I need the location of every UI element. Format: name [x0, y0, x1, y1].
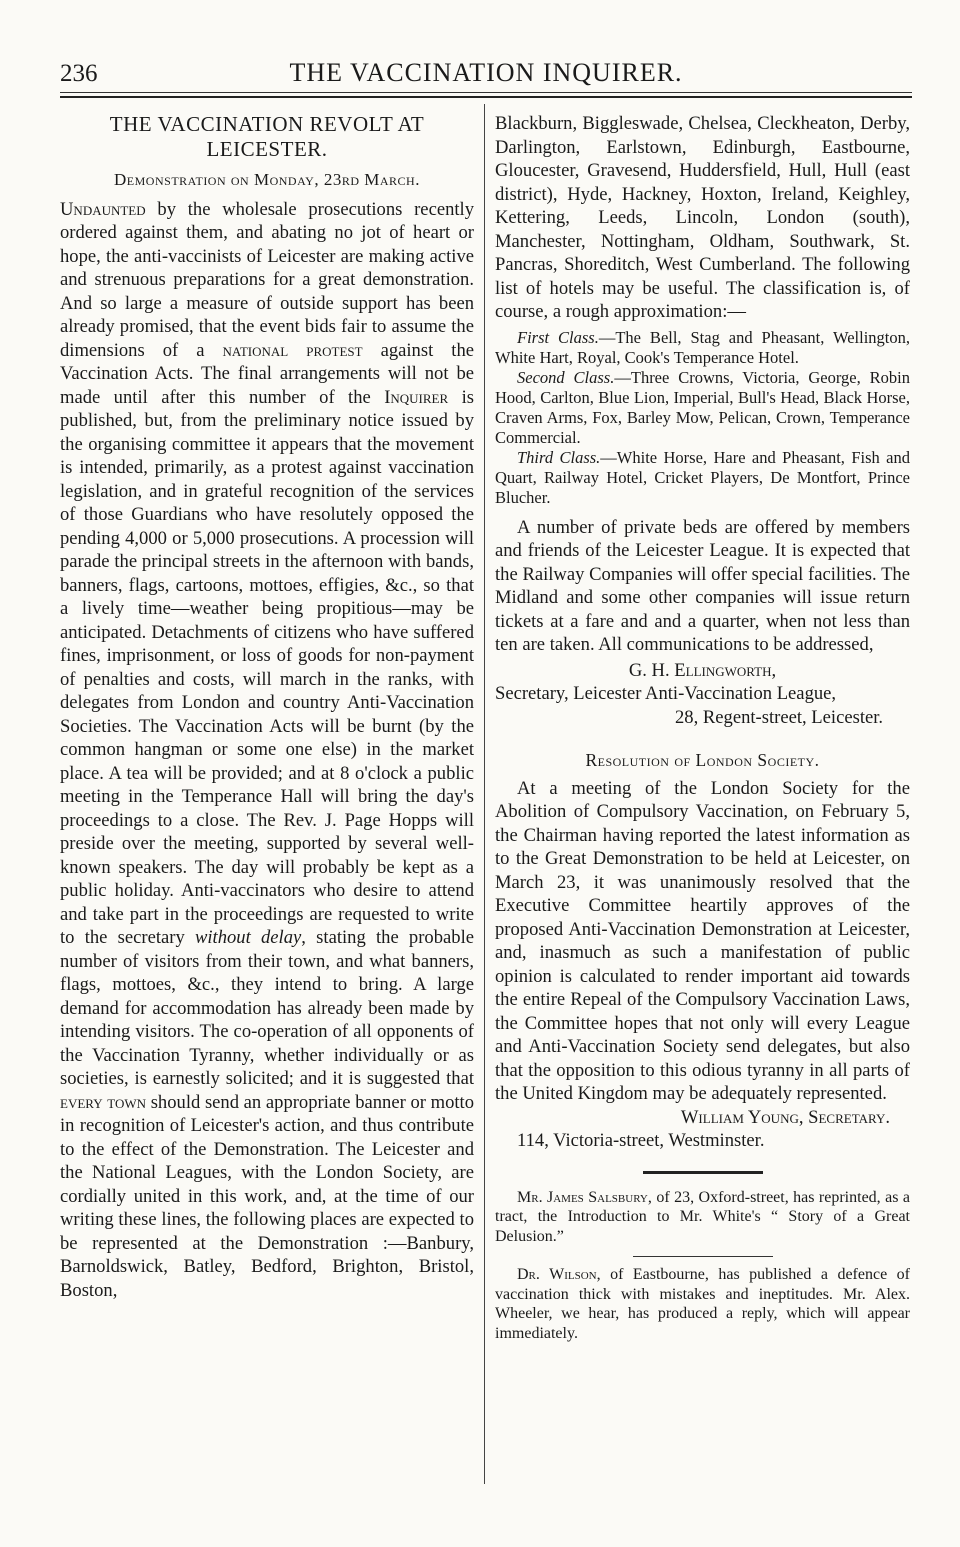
article-title — [60, 112, 474, 162]
notice-lead: Mr. James Salsbury, — [517, 1188, 652, 1206]
hotel-class-third — [495, 448, 910, 508]
hotel-list — [495, 328, 910, 508]
inquirer-name: Inquirer — [384, 386, 449, 408]
hotel-class-label: Second Class. — [517, 367, 615, 387]
notice-separator — [633, 1256, 773, 1257]
text-run: should send an appropriate banner or motto in recognition of Leicester's action, and thus contribute to the effect of the Demonstration. The Leicester and the National Leagues, with the London Society, are cordially united in this work, and, at the time of our writing these lines, the following places are expected to be represented at the Demonstration :—Banbury, Barnoldswick, Batley, Bedford, Brighton, Bristol, Boston, — [60, 1091, 475, 1301]
notice-wilson — [495, 1265, 910, 1343]
article-title-line2: LEICESTER. — [206, 137, 328, 161]
without-delay: without delay — [194, 927, 302, 948]
notice-text: of 23, Oxford-street, has reprinted, as a tract, the Introduction to Mr. White's “ Story of a Great Delusion.” — [495, 1188, 910, 1245]
every-town: every town — [60, 1091, 147, 1113]
page-header — [60, 56, 912, 96]
text-run: is published, but, from the preliminary notice issued by the organising committee it appears that the movement is intended, primarily, as a protest against vaccination legislation, and in grateful recognition of the services of those Guardians who have resolutely opposed the pending 4,000 or 5,000 prosecutions. A procession will parade the principal streets in the afternoon with bands, banners, flags, cartoons, mottoes, effigies, &c., so that a lively time—weather being propitious—may be anticipated. Detachments of citizens who have suffered fines, imprisonment, or loss of goods for non-payment of penalties and costs, will march in the ranks, with delegates from London and country Anti-Vaccination Societies. The Vaccination Acts will be burnt (by the common hangman or some one else) in the market place. A tea will be provided; and at 8 o'clock a public meeting in the Temperance Hall will bring the day's proceedings to a close. The Rev. J. Page Hopps will preside over the meeting, supported by several well-known speakers. The day will probably be kept as a public holiday. Anti-vaccinators who desire to attend and take part in the proceedings are requested to write to the secretary — [60, 386, 474, 948]
signature-address: 28, Regent-street, Leicester. — [675, 706, 884, 728]
header-rule-double — [60, 96, 912, 98]
page-number: 236 — [60, 60, 98, 87]
article-subtitle: Demonstration on Monday, 23rd March. — [114, 170, 420, 189]
resolution-title: Resolution of London Society. — [585, 750, 820, 770]
notice-lead: Dr. Wilson, — [517, 1266, 601, 1283]
notice-salsbury — [495, 1188, 910, 1247]
resolution-signature: William Young, Secretary. — [680, 1106, 890, 1128]
column-divider — [484, 104, 485, 1484]
section-separator — [643, 1171, 763, 1174]
resolution-address: 114, Victoria-street, Westminster. — [517, 1130, 765, 1151]
national-protest: national protest — [222, 339, 363, 361]
hotel-class-label: First Class. — [517, 327, 599, 347]
article-paragraph-2: A number of private beds are offered by members and friends of the Leicester League. It is expected that the Railway Companies will offer special facilities. The Midland and some other companies will issue return tickets at a fare and and a quarter, when not less than ten are taken. All communications to be addressed, — [495, 516, 910, 655]
resolution-body: At a meeting of the London Society for the Abolition of Compulsory Vaccination, on February 5, the Chairman having reported the latest information as to the Great Demonstration to be held at Leicester, on March 23, it was unanimously resolved that the Executive Committee heartily approves of the proposed Anti-Vaccination Demonstration at Leicester, and, inasmuch as such a manifestation of public opinion is calculated to render important aid towards the entire Repeal of the Compulsory Vaccination Laws, the Committee hopes that not only will every League and Anti-Vaccination Society send delegates, but also that the opposition to this odious tyranny in all parts of the United Kingdom may be adequately represented. — [495, 777, 910, 1104]
hotel-class-text: —Three Crowns, Victoria, George, Robin Hood, Carlton, Blue Lion, Imperial, Bull's Head, Black Horse, Craven Arms, Fox, Barley Mow, Pelican, Crown, Temperance Commercial. — [495, 367, 910, 447]
notice-text: of Eastbourne, has published a defence of vaccination thick with mistakes and ineptitudes. Mr. Alex. Wheeler, we hear, has produced a reply, which will appear immediately. — [495, 1266, 910, 1342]
running-title: THE VACCINATION INQUIRER. — [289, 58, 683, 87]
text-run: against the Vaccination Acts. The final arrangements will not be made until after this number of the — [60, 339, 474, 408]
hotel-class-text: —White Horse, Hare and Pheasant, Fish and Quart, Railway Hotel, Cricket Players, De Montfort, Prince Blucher. — [495, 447, 910, 507]
text-run: by the wholesale prosecutions recently ordered against them, and abating no jot of heart or hope, the anti-vaccinists of Leicester are making active and strenuous preparations for a great demonstration. And so large a measure of outside support has been already promised, that the event bids fair to assume the dimensions of a — [60, 198, 474, 361]
lead-word: Undaunted — [60, 198, 146, 220]
hotel-class-label: Third Class. — [517, 447, 601, 467]
hotel-class-text: —The Bell, Stag and Pheasant, Wellington, White Hart, Royal, Cook's Temperance Hotel. — [495, 327, 910, 367]
signature-name: G. H. Ellingworth, — [628, 659, 777, 681]
signature-role: Secretary, Leicester Anti-Vaccination League, — [495, 683, 837, 704]
article-paragraph-1-continued: Blackburn, Biggleswade, Chelsea, Cleckheaton, Derby, Darlington, Earlstown, Edinburgh, Eastbourne, Gloucester, Gravesend, Huddersfield, Hull, Hull (east district), Hyde, Hackney, Hoxton, Ireland, Keighley, Kettering, Leeds, Lincoln, London (south), Manchester, Nottingham, Oldham, Southwark, St. Pancras, Shoreditch, West Cumberland. The following list of hotels may be useful. The classification is, of course, a rough approximation:— — [495, 113, 910, 322]
article-title-line1: THE VACCINATION REVOLT AT — [109, 112, 425, 136]
right-column — [495, 112, 910, 1343]
left-column — [60, 112, 474, 1302]
text-run: , stating the probable number of visitors from their town, and what banners, flags, mottoes, &c., they intend to bring. A large demand for accommodation has already been made by intending visitors. The co-operation of all opponents of the Vaccination Tyranny, whether individually or as societies, is earnestly solicited; and it is suggested that — [60, 927, 474, 1089]
article-paragraph-1 — [60, 198, 474, 1303]
header-rule — [60, 92, 912, 93]
hotel-class-second — [495, 368, 910, 448]
hotel-class-first — [495, 328, 910, 368]
